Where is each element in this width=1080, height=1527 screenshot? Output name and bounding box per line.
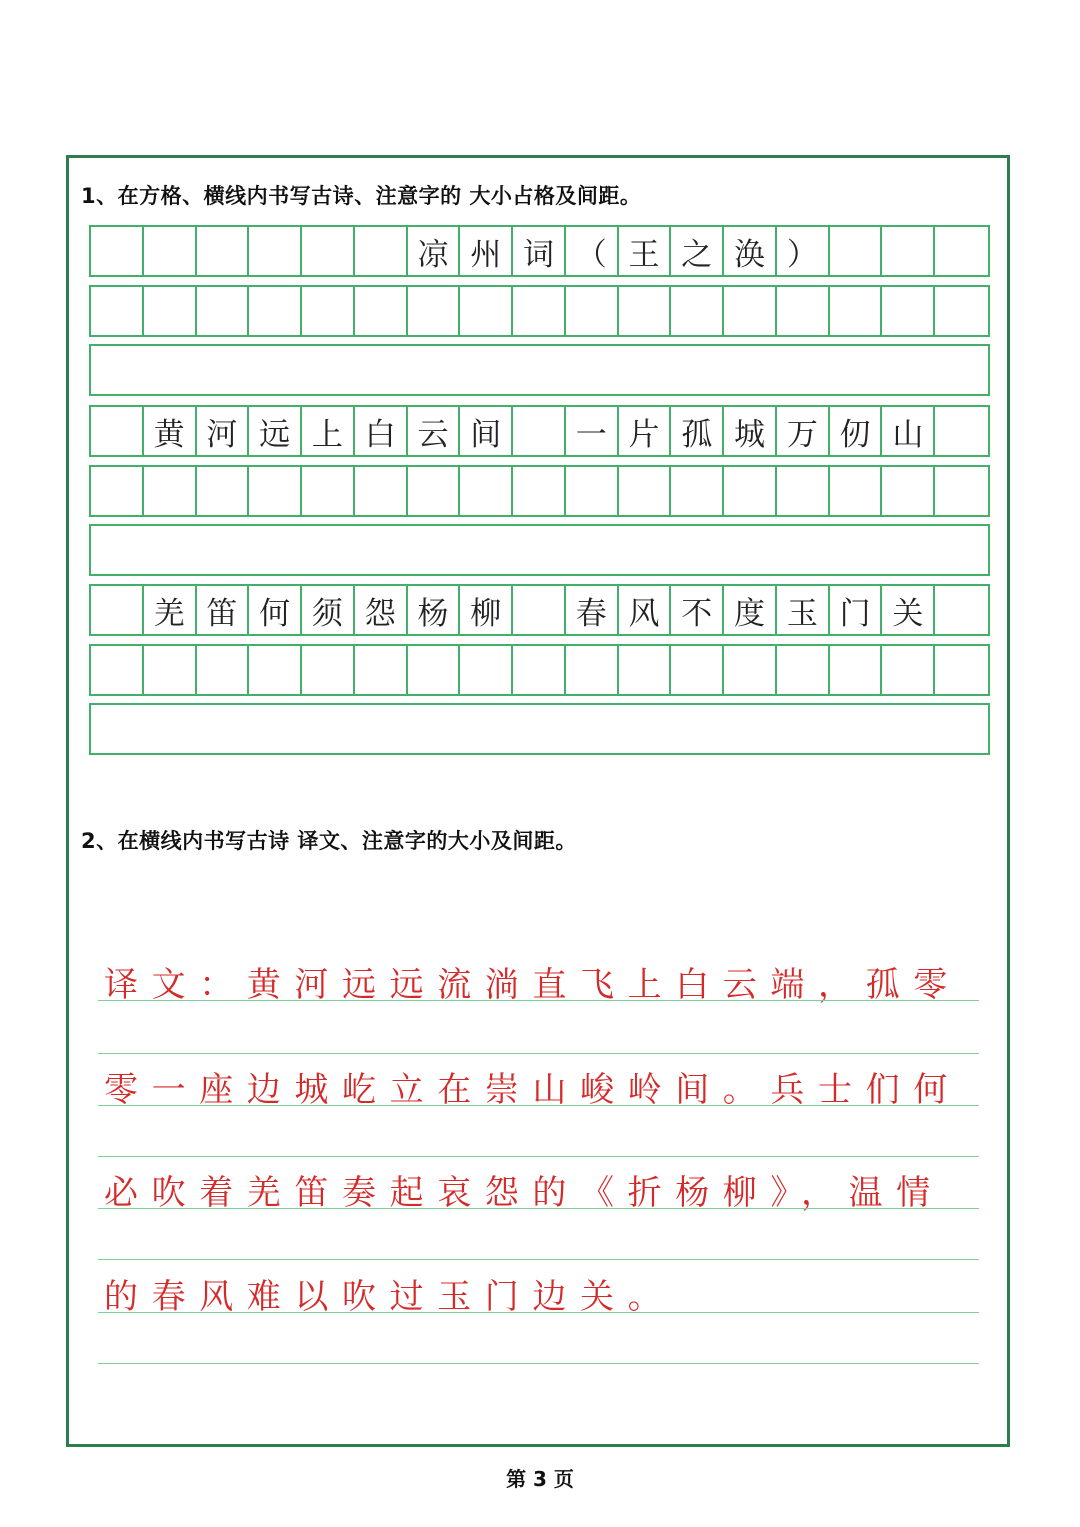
grid-cell: 羌 <box>144 586 197 634</box>
grid-cell: 白 <box>355 407 408 455</box>
grid-cell <box>249 646 302 694</box>
grid-cell <box>830 467 883 515</box>
translation-line: 必吹着羌笛奏起哀怨的《折杨柳》，温情 <box>104 1173 944 1213</box>
grid-cell <box>830 646 883 694</box>
grid-cell <box>197 467 250 515</box>
grid-cell: 笛 <box>197 586 250 634</box>
grid-cell <box>91 407 144 455</box>
translation-line: 零一座边城屹立在崇山峻岭间。兵士们何 <box>104 1070 961 1110</box>
grid-cell <box>302 227 355 275</box>
poem-line-2-grid-row <box>89 584 990 636</box>
grid-cell <box>513 287 566 335</box>
grid-cell <box>302 467 355 515</box>
grid-cell: 上 <box>302 407 355 455</box>
grid-cell <box>355 227 408 275</box>
grid-cell <box>91 227 144 275</box>
grid-cell <box>144 227 197 275</box>
grid-cell <box>197 227 250 275</box>
blank-grid-row <box>89 644 990 696</box>
grid-cell <box>460 287 513 335</box>
grid-cell <box>724 646 777 694</box>
grid-cell <box>197 646 250 694</box>
grid-cell <box>882 646 935 694</box>
grid-cell: 涣 <box>724 227 777 275</box>
grid-cell <box>935 467 988 515</box>
grid-cell <box>91 646 144 694</box>
grid-cell <box>355 467 408 515</box>
grid-cell <box>144 467 197 515</box>
grid-cell: 孤 <box>671 407 724 455</box>
grid-cell <box>355 646 408 694</box>
grid-cell <box>619 467 672 515</box>
grid-cell <box>671 467 724 515</box>
ruled-line <box>98 1259 979 1260</box>
grid-cell <box>724 287 777 335</box>
grid-cell: 仞 <box>830 407 883 455</box>
grid-cell <box>249 227 302 275</box>
grid-cell: ） <box>777 227 830 275</box>
grid-cell <box>882 467 935 515</box>
grid-cell: 杨 <box>408 586 461 634</box>
grid-cell <box>566 467 619 515</box>
grid-cell <box>882 287 935 335</box>
grid-cell <box>355 287 408 335</box>
grid-cell <box>777 467 830 515</box>
grid-cell: 词 <box>513 227 566 275</box>
grid-cell: 王 <box>619 227 672 275</box>
grid-cell: 城 <box>724 407 777 455</box>
grid-cell: 远 <box>249 407 302 455</box>
writing-bar <box>89 703 990 755</box>
grid-cell <box>91 586 144 634</box>
grid-cell <box>882 227 935 275</box>
grid-cell <box>144 287 197 335</box>
grid-cell <box>935 227 988 275</box>
ruled-line <box>98 1312 979 1313</box>
writing-bar <box>89 344 990 396</box>
page-number: 第 3 页 <box>506 1467 574 1491</box>
grid-cell: 度 <box>724 586 777 634</box>
blank-grid-row <box>89 465 990 517</box>
grid-cell <box>566 287 619 335</box>
grid-cell <box>302 287 355 335</box>
grid-cell <box>408 646 461 694</box>
grid-cell <box>460 646 513 694</box>
ruled-line <box>98 1053 979 1054</box>
grid-cell: 之 <box>671 227 724 275</box>
grid-cell: 万 <box>777 407 830 455</box>
grid-cell: 风 <box>619 586 672 634</box>
grid-cell: 一 <box>566 407 619 455</box>
grid-cell <box>249 287 302 335</box>
translation-line: 的春风难以吹过玉门边关。 <box>104 1277 676 1317</box>
grid-cell: 何 <box>249 586 302 634</box>
grid-cell <box>460 467 513 515</box>
grid-cell <box>777 287 830 335</box>
grid-cell: 凉 <box>408 227 461 275</box>
grid-cell <box>619 646 672 694</box>
translation-line: 译文：黄河远远流淌直飞上白云端，孤零 <box>104 965 961 1005</box>
ruled-line <box>98 1208 979 1209</box>
ruled-line <box>98 1000 979 1001</box>
grid-cell <box>197 287 250 335</box>
ruled-line <box>98 1363 979 1364</box>
grid-cell: 柳 <box>460 586 513 634</box>
grid-cell <box>513 586 566 634</box>
grid-cell <box>830 287 883 335</box>
grid-cell <box>671 287 724 335</box>
grid-cell: 须 <box>302 586 355 634</box>
grid-cell: （ <box>566 227 619 275</box>
grid-cell <box>724 467 777 515</box>
grid-cell <box>513 646 566 694</box>
poem-line-1-grid-row <box>89 405 990 457</box>
grid-cell: 山 <box>882 407 935 455</box>
grid-cell <box>408 287 461 335</box>
grid-cell <box>935 646 988 694</box>
grid-cell: 门 <box>830 586 883 634</box>
grid-cell <box>144 646 197 694</box>
grid-cell: 不 <box>671 586 724 634</box>
grid-cell <box>619 287 672 335</box>
grid-cell <box>513 407 566 455</box>
grid-cell: 云 <box>408 407 461 455</box>
title-grid-row <box>89 225 990 277</box>
instruction-2: 2、在横线内书写古诗 译文、注意字的大小及间距。 <box>81 829 577 853</box>
grid-cell: 黄 <box>144 407 197 455</box>
ruled-line <box>98 1156 979 1157</box>
grid-cell <box>513 467 566 515</box>
grid-cell <box>408 467 461 515</box>
grid-cell: 春 <box>566 586 619 634</box>
grid-cell: 玉 <box>777 586 830 634</box>
grid-cell <box>671 646 724 694</box>
grid-cell: 间 <box>460 407 513 455</box>
grid-cell <box>249 467 302 515</box>
grid-cell <box>935 586 988 634</box>
grid-cell <box>566 646 619 694</box>
grid-cell <box>830 227 883 275</box>
grid-cell <box>91 467 144 515</box>
writing-bar <box>89 524 990 576</box>
grid-cell <box>935 407 988 455</box>
grid-cell: 州 <box>460 227 513 275</box>
instruction-1: 1、在方格、横线内书写古诗、注意字的 大小占格及间距。 <box>81 184 642 208</box>
blank-grid-row <box>89 285 990 337</box>
grid-cell: 河 <box>197 407 250 455</box>
grid-cell: 片 <box>619 407 672 455</box>
ruled-line <box>98 1105 979 1106</box>
grid-cell <box>91 287 144 335</box>
grid-cell: 怨 <box>355 586 408 634</box>
grid-cell: 关 <box>882 586 935 634</box>
grid-cell <box>935 287 988 335</box>
grid-cell <box>302 646 355 694</box>
grid-cell <box>777 646 830 694</box>
